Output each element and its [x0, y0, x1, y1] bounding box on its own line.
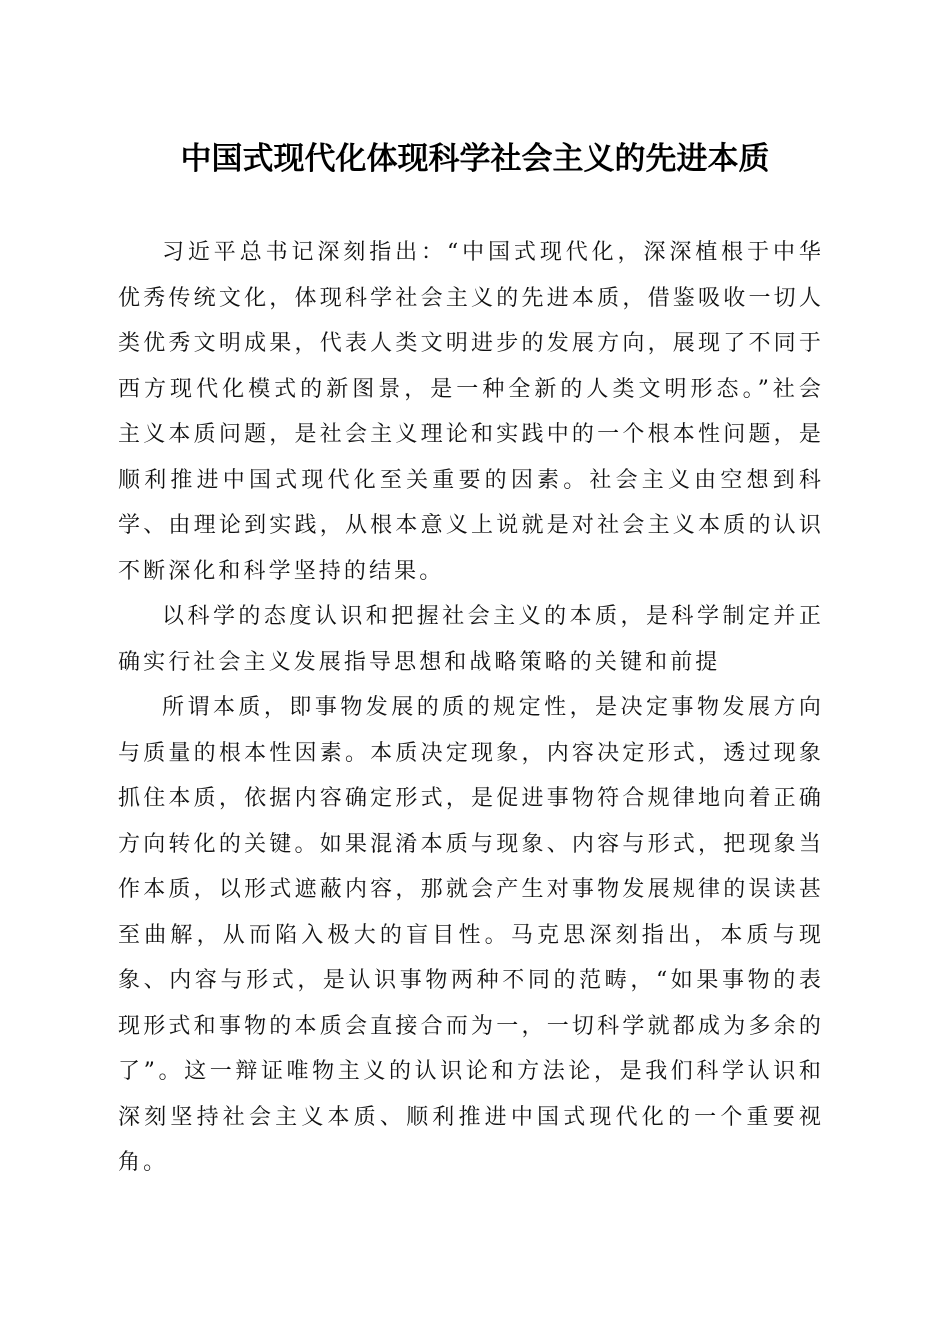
paragraph-1: 习近平总书记深刻指出：“中国式现代化，深深植根于中华优秀传统文化，体现科学社会主义的先进本质，借鉴吸收一切人类优秀文明成果，代表人类文明进步的发展方向，展现了不同于西方现代化模式的新图景，是一种全新的人类文明形态。”社会主义本质问题，是社会主义理论和实践中的一个根本性问题，是顺利推进中国式现代化至关重要的因素。社会主义由空想到科学、由理论到实践，从根本意义上说就是对社会主义本质的认识不断深化和科学坚持的结果。: [118, 240, 824, 584]
paragraph-3: 所谓本质，即事物发展的质的规定性，是决定事物发展方向与质量的根本性因素。本质决定现象，内容决定形式，透过现象抓住本质，依据内容确定形式，是促进事物符合规律地向着正确方向转化的关键。如果混淆本质与现象、内容与形式，把现象当作本质，以形式遮蔽内容，那就会产生对事物发展规律的误读甚至曲解，从而陷入极大的盲目性。马克思深刻指出，本质与现象、内容与形式，是认识事物两种不同的范畴，“如果事物的表现形式和事物的本质会直接合而为一，一切科学就都成为多余的了”。这一辩证唯物主义的认识论和方法论，是我们科学认识和深刻坚持社会主义本质、顺利推进中国式现代化的一个重要视角。: [118, 695, 824, 1175]
document-title: 中国式现代化体现科学社会主义的先进本质: [180, 141, 770, 177]
paragraph-2: 以科学的态度认识和把握社会主义的本质，是科学制定并正确实行社会主义发展指导思想和战略策略的关键和前提: [118, 604, 824, 675]
document-body: [118, 230, 824, 1186]
